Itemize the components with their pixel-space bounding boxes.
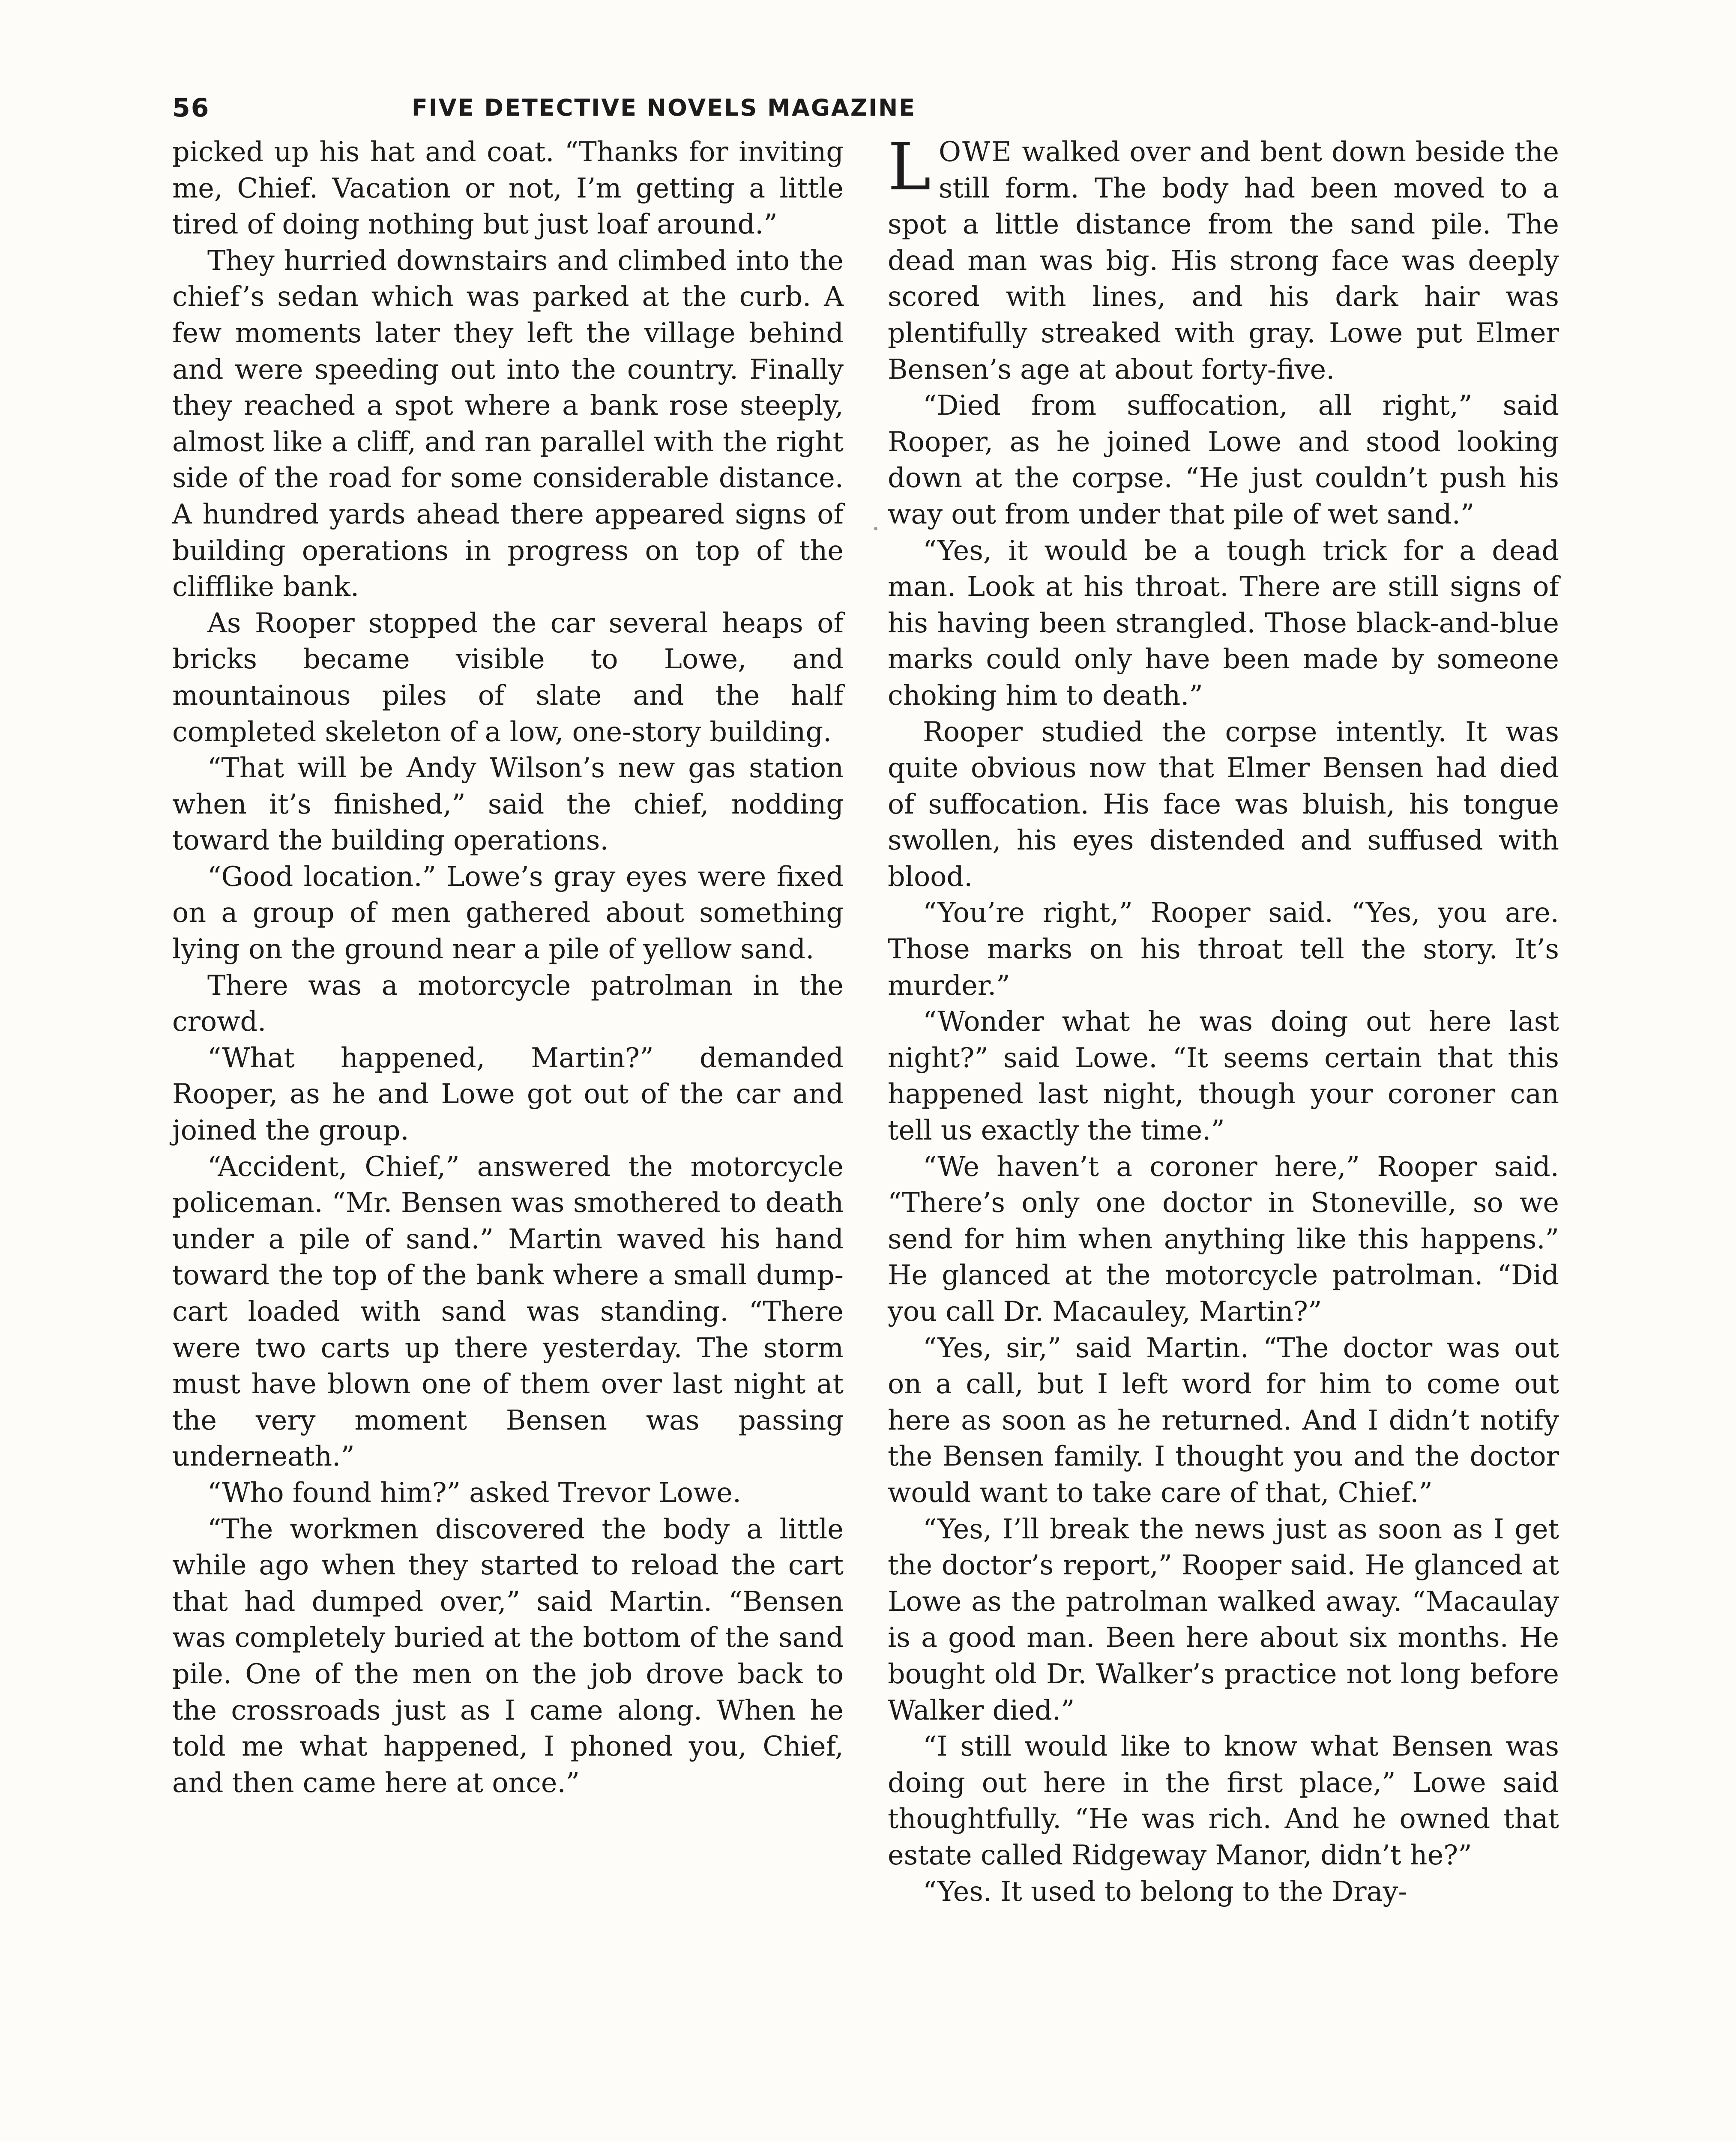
opening-paragraph — [888, 129, 1559, 387]
paragraph: “Wonder what he was doing out here last night?” said Lowe. “It seems certain that this happened last night, though your coroner can tell us exactly the time.” — [888, 1005, 1559, 1146]
paragraph: picked up his hat and coat. “Thanks for inviting me, Chief. Vacation or not, I’m getting a little tired of doing nothing but just loaf around.” — [172, 136, 844, 240]
opening-word: OWE — [938, 136, 1013, 168]
paragraph: “What happened, Martin?” demanded Rooper, as he and Lowe got out of the car and joined the group. — [172, 1041, 844, 1146]
paragraph: There was a motorcycle patrolman in the crowd. — [172, 969, 844, 1038]
paragraph: “I still would like to know what Bensen was doing out here in the first place,” Lowe said thoughtfully. “He was rich. And he owned that estate called Ridgeway Manor, didn’t he?” — [888, 1730, 1559, 1871]
paragraph: “You’re right,” Rooper said. “Yes, you are. Those marks on his throat tell the story. It’s murder.” — [888, 897, 1559, 1001]
paragraph: They hurried downstairs and climbed into the chief’s sedan which was parked at the curb. A few moments later they left the village behind and were speeding out into the country. Finally they reached a spot where a bank rose steeply, almost like a cliff, and ran parallel with the right side of the road for some considerable distance. A hundred yards ahead there appeared signs of building operations in progress on top of the clifflike bank. — [172, 244, 844, 603]
paragraph: “That will be Andy Wilson’s new gas station when it’s finished,” said the chief, nodding toward the building operations. — [172, 752, 844, 856]
paragraph: “Died from suffocation, all right,” said Rooper, as he joined Lowe and stood looking down at the corpse. “He just couldn’t push his way out from under that pile of wet sand.” — [888, 389, 1559, 530]
page-header — [172, 91, 1155, 125]
opening-text: walked over and bent down beside the still form. The body had been moved to a spot a little distance from the sand pile. The dead man was big. His strong face was deeply scored with lines, and his dark hair was plentifully streaked with gray. Lowe put Elmer Bensen’s age at about forty-five. — [888, 136, 1559, 385]
paragraph: “We haven’t a coroner here,” Rooper said. “There’s only one doctor in Stoneville, so we send for him when anything like this happens.” He glanced at the motorcycle patrolman. “Did you call Dr. Macauley, Martin?” — [888, 1150, 1559, 1327]
drop-cap: L — [888, 129, 931, 205]
paragraph: “Yes, it would be a tough trick for a dead man. Look at his throat. There are still signs of his having been strangled. Those black-and-blue marks could only have been made by someone choking him to death.” — [888, 534, 1559, 711]
paragraph: “Yes. It used to belong to the Dray- — [923, 1875, 1407, 1907]
paragraph: Rooper studied the corpse intently. It was quite obvious now that Elmer Bensen had died of suffocation. His face was bluish, his tongue swollen, his eyes distended and suffused with blood. — [888, 715, 1559, 892]
paragraph: “Accident, Chief,” answered the motorcycle policeman. “Mr. Bensen was smothered to death under a pile of sand.” Martin waved his hand toward the top of the bank where a small dump-cart loaded with sand was standing. “There were two carts up there yesterday. The storm must have blown one of them over last night at the very moment Bensen was passing underneath.” — [172, 1150, 844, 1472]
paragraph: “Who found him?” asked Trevor Lowe. — [207, 1476, 742, 1508]
paragraph: “The workmen discovered the body a little while ago when they started to reload the cart that had dumped over,” said Martin. “Bensen was completely buried at the bottom of the sand pile. One of the men on the job drove back to the crossroads just as I came along. When he told me what happened, I phoned you, Chief, and then came here at once.” — [172, 1513, 844, 1798]
page-number: 56 — [172, 93, 210, 123]
paragraph: As Rooper stopped the car several heaps of bricks became visible to Lowe, and mountainous piles of slate and the half completed skeleton of a low, one-story building. — [172, 607, 844, 748]
print-speck — [874, 527, 877, 530]
paragraph: “Yes, sir,” said Martin. “The doctor was out on a call, but I left word for him to come out here as soon as he returned. And I didn’t notify the Bensen family. I thought you and the doctor would want to take care of that, Chief.” — [888, 1331, 1559, 1508]
paragraph: “Good location.” Lowe’s gray eyes were fixed on a group of men gathered about something lying on the ground near a pile of yellow sand. — [172, 860, 844, 965]
left-column — [172, 134, 844, 1801]
running-title: FIVE DETECTIVE NOVELS MAGAZINE — [411, 94, 916, 121]
right-column — [888, 129, 1559, 1909]
paragraph: “Yes, I’ll break the news just as soon as I get the doctor’s report,” Rooper said. He glanced at Lowe as the patrolman walked away. “Macaulay is a good man. Been here about six months. He bought old Dr. Walker’s practice not long before Walker died.” — [888, 1513, 1559, 1726]
